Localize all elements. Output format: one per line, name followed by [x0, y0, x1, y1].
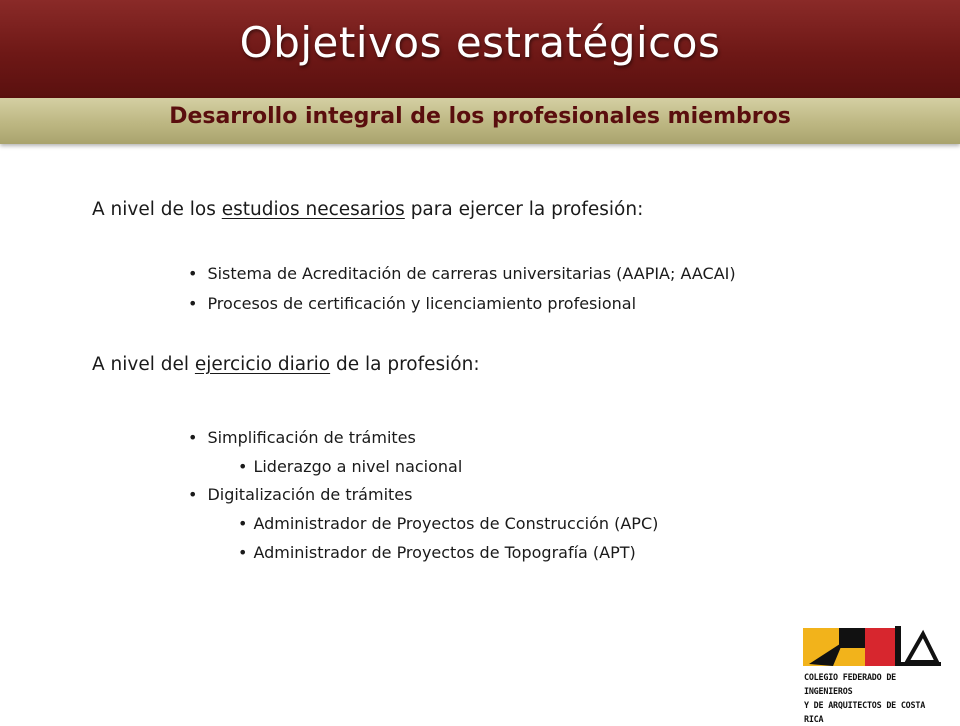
logo-letter-i [895, 626, 901, 666]
logo-black-block [839, 628, 865, 648]
section-2-lead-emphasis: ejercicio diario [194, 354, 331, 375]
logo-caption-line-1: COLEGIO FEDERADO DE INGENIEROS [804, 672, 897, 696]
list-item-text: Sistema de Acreditación de carreras universitarias (AAPIA; AACAI) [207, 264, 736, 283]
list-item [188, 294, 636, 313]
logo-caption-line-2: Y DE ARQUITECTOS DE COSTA RICA [804, 700, 926, 724]
list-item [188, 428, 416, 447]
list-item-text: Administrador de Proyectos de Construcción (APC) [253, 514, 659, 533]
logo-letter-a [907, 634, 937, 662]
sub-list-item [238, 457, 462, 476]
list-item-text: Simplificación de trámites [207, 428, 416, 447]
logo-red-block [865, 628, 895, 666]
bullet-icon: • [188, 485, 198, 504]
list-item [188, 485, 412, 504]
list-item [188, 264, 736, 283]
list-item-text: Liderazgo a nivel nacional [253, 457, 463, 476]
slide-subtitle: Desarrollo integral de los profesionales miembros [169, 104, 791, 129]
section-2-lead-suffix: de la profesión: [330, 354, 480, 375]
bullet-icon: • [188, 264, 198, 283]
logo-caption [804, 670, 944, 726]
slide-title: Objetivos estratégicos [239, 18, 721, 67]
logo-underline [899, 662, 941, 666]
bullet-icon: • [188, 428, 198, 447]
sub-list-item [238, 514, 658, 533]
section-1-lead-emphasis: estudios necesarios [221, 199, 405, 220]
list-item-text: Procesos de certificación y licenciamiento profesional [207, 294, 637, 313]
bullet-icon: • [238, 543, 248, 562]
section-1-lead-prefix: A nivel de los [92, 199, 222, 220]
bullet-icon: • [238, 457, 248, 476]
bullet-icon: • [188, 294, 198, 313]
section-1-lead-suffix: para ejercer la profesión: [404, 199, 644, 220]
section-2-lead-prefix: A nivel del [92, 354, 195, 375]
sub-list-item [238, 543, 636, 562]
list-item-text: Administrador de Proyectos de Topografía (APT) [253, 543, 636, 562]
section-2-lead [92, 354, 480, 375]
list-item-text: Digitalización de trámites [207, 485, 413, 504]
section-1-lead [92, 199, 643, 220]
bullet-icon: • [238, 514, 248, 533]
